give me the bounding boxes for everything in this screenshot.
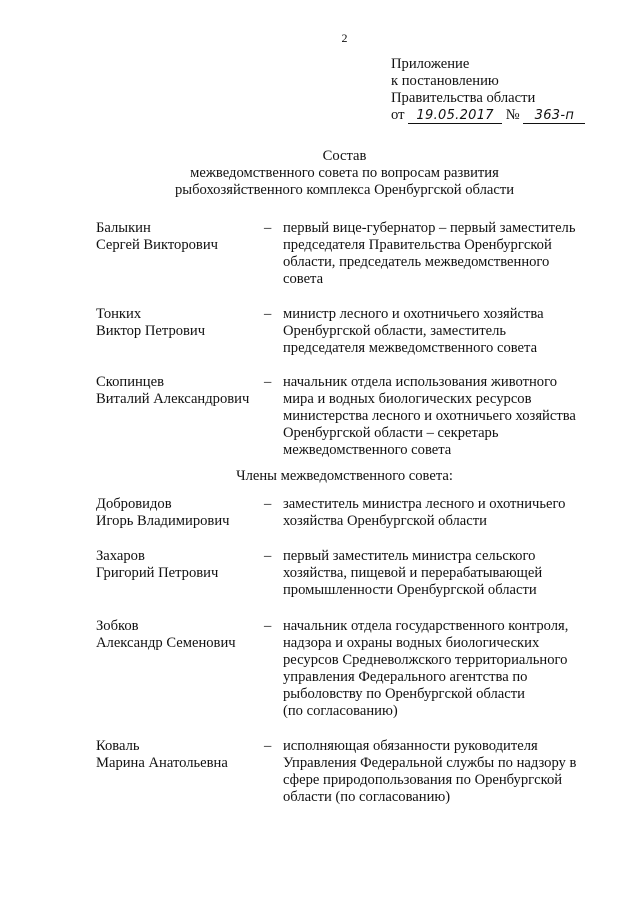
document-title — [0, 148, 640, 199]
role-line: начальник отдела государственного контроля, — [283, 618, 569, 634]
dash: – — [264, 548, 272, 564]
member-name — [96, 306, 261, 340]
role-line: председателя межведомственного совета — [283, 340, 538, 356]
role-line: мира и водных биологических ресурсов — [283, 391, 532, 407]
role-line: промышленности Оренбургской области — [283, 582, 537, 598]
role-line: ресурсов Средневолжского территориального — [283, 652, 568, 668]
dash: – — [264, 306, 272, 322]
member-given-name: Сергей Викторович — [96, 237, 218, 253]
member-role — [283, 306, 623, 357]
member-given-name: Александр Семенович — [96, 635, 236, 651]
title-line-1: Состав — [322, 148, 367, 164]
member-surname: Тонких — [96, 306, 142, 322]
role-line: хозяйства Оренбургской области — [283, 513, 487, 529]
role-line: совета — [283, 271, 324, 287]
dash: – — [264, 374, 272, 390]
appendix-line-2: к постановлению — [391, 73, 499, 89]
member-surname: Коваль — [96, 738, 140, 754]
appendix-date-line — [391, 107, 631, 124]
role-line: управления Федерального агентства по — [283, 669, 528, 685]
member-name — [96, 374, 261, 408]
number-label: № — [505, 107, 520, 123]
role-line: области, председатель межведомственного — [283, 254, 550, 270]
dash: – — [264, 220, 272, 236]
member-role — [283, 548, 623, 599]
role-line: министр лесного и охотничьего хозяйства — [283, 306, 544, 322]
dash: – — [264, 738, 272, 754]
role-line: межведомственного совета — [283, 442, 452, 458]
member-given-name: Григорий Петрович — [96, 565, 219, 581]
role-line: рыболовству по Оренбургской области — [283, 686, 525, 702]
member-role — [283, 738, 623, 806]
role-line: заместитель министра лесного и охотничьего — [283, 496, 566, 512]
resolution-number: 363-п — [523, 109, 585, 124]
member-name — [96, 548, 261, 582]
page-number: 2 — [341, 31, 348, 45]
role-line: председателя Правительства Оренбургской — [283, 237, 552, 253]
members-section-heading: Члены межведомственного совета: — [236, 468, 453, 484]
role-line: области (по согласованию) — [283, 789, 451, 805]
appendix-line-3: Правительства области — [391, 90, 536, 106]
member-name — [96, 496, 261, 530]
member-role — [283, 496, 623, 530]
member-name — [96, 220, 261, 254]
role-line: Оренбургской области – секретарь — [283, 425, 499, 441]
role-line: (по согласованию) — [283, 703, 398, 719]
role-line: сфере природопользования по Оренбургской — [283, 772, 563, 788]
member-surname: Балыкин — [96, 220, 151, 236]
role-line: первый заместитель министра сельского — [283, 548, 536, 564]
title-line-2: межведомственного совета по вопросам развития — [190, 165, 499, 181]
member-given-name: Марина Анатольевна — [96, 755, 228, 771]
role-line: Управления Федеральной службы по надзору в — [283, 755, 577, 771]
member-given-name: Виктор Петрович — [96, 323, 206, 339]
title-line-3: рыбохозяйственного комплекса Оренбургской области — [174, 182, 515, 198]
member-given-name: Виталий Александрович — [96, 391, 250, 407]
dash: – — [264, 618, 272, 634]
role-line: надзора и охраны водных биологических — [283, 635, 540, 651]
member-surname: Захаров — [96, 548, 145, 564]
role-line: министерства лесного и охотничьего хозяйства — [283, 408, 576, 424]
appendix-block — [391, 56, 631, 124]
role-line: исполняющая обязанности руководителя — [283, 738, 538, 754]
member-given-name: Игорь Владимирович — [96, 513, 230, 529]
role-line: хозяйства, пищевой и перерабатывающей — [283, 565, 543, 581]
appendix-line-1: Приложение — [391, 56, 470, 72]
member-role — [283, 618, 623, 720]
member-name — [96, 618, 261, 652]
date-prefix: от — [391, 107, 405, 123]
member-surname: Добровидов — [96, 496, 172, 512]
member-surname: Зобков — [96, 618, 139, 634]
dash: – — [264, 496, 272, 512]
role-line: Оренбургской области, заместитель — [283, 323, 507, 339]
member-surname: Скопинцев — [96, 374, 164, 390]
member-name — [96, 738, 261, 772]
resolution-date: 19.05.2017 — [408, 109, 502, 124]
member-role — [283, 374, 623, 459]
role-line: начальник отдела использования животного — [283, 374, 558, 390]
member-role — [283, 220, 623, 288]
role-line: первый вице-губернатор – первый заместитель — [283, 220, 576, 236]
